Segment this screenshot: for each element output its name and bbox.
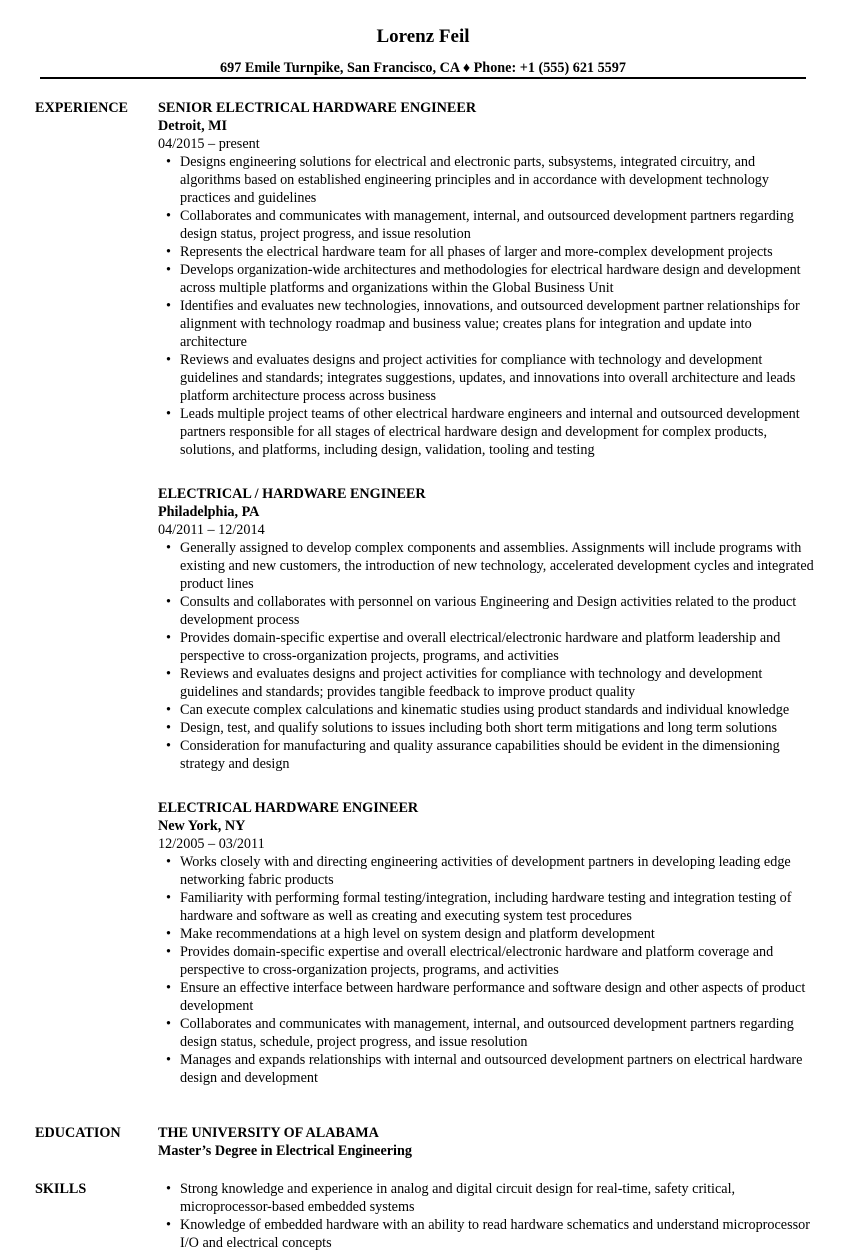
bullet-item: • Manages and expands relationships with internal and outsourced development partners on electrical hardware design and development (180, 1051, 818, 1087)
bullet-item: • Generally assigned to develop complex components and assemblies. Assignments will include programs with existing and new customers, the introduction of new technology, accelerated development cycles and integrated product lines (180, 539, 818, 593)
job-bullets (158, 153, 818, 459)
bullet-item: • Provides domain-specific expertise and overall electrical/electronic hardware and platform leadership and perspective to cross-organization projects, programs, and activities (180, 629, 818, 665)
bullet-item: • Ensure an effective interface between hardware performance and software design and other aspects of product development (180, 979, 818, 1015)
job-location: Detroit, MI (158, 118, 228, 134)
education-heading: EDUCATION (35, 1125, 121, 1141)
education-body (158, 1124, 818, 1160)
bullet-item: • Represents the electrical hardware team for all phases of larger and more-complex development projects (180, 243, 818, 261)
candidate-name: Lorenz Feil (376, 26, 470, 47)
bullet-item: • Reviews and evaluates designs and project activities for compliance with technology and development guidelines and standards; provides tangible feedback to improve product quality (180, 665, 818, 701)
job-dates: 12/2005 – 03/2011 (158, 836, 265, 852)
job-bullets (158, 853, 818, 1087)
bullet-item: • Consults and collaborates with personnel on various Engineering and Design activities related to the product development process (180, 593, 818, 629)
bullet-item: • Develops organization-wide architectures and methodologies for electrical hardware design and development across multiple platforms and organizations within the Global Business Unit (180, 261, 818, 297)
bullet-item: • Consideration for manufacturing and quality assurance capabilities should be evident in the dimensioning strategy and design (180, 737, 818, 773)
experience-heading: EXPERIENCE (35, 100, 129, 116)
contact-line: 697 Emile Turnpike, San Francisco, CA ♦ Phone: +1 (555) 621 5597 (220, 60, 626, 76)
job-dates: 04/2011 – 12/2014 (158, 522, 265, 538)
bullet-item: • Provides domain-specific expertise and overall electrical/electronic hardware and platform coverage and perspective to cross-organization projects, programs, and activities (180, 943, 818, 979)
bullet-item: • Designs engineering solutions for electrical and electronic parts, subsystems, integrated circuitry, and algorithms based on established engineering principles and in accordance with development technology practices and guidelines (180, 153, 818, 207)
bullet-item: • Strong knowledge and experience in analog and digital circuit design for real-time, safety critical, microprocessor-based embedded systems (180, 1180, 818, 1216)
bullet-item: • Knowledge of embedded hardware with an ability to read hardware schematics and understand microprocessor I/O and electrical concepts (180, 1216, 818, 1252)
job-dates: 04/2015 – present (158, 136, 260, 152)
bullet-item: • Collaborates and communicates with management, internal, and outsourced development partners regarding design status, project progress, and issue resolution (180, 207, 818, 243)
job-location: Philadelphia, PA (158, 504, 260, 520)
bullet-item: • Make recommendations at a high level on system design and platform development (180, 925, 818, 943)
bullet-item: • Identifies and evaluates new technologies, innovations, and outsourced development partner relationships for alignment with technology roadmap and business value; creates plans for integration and update into architecture (180, 297, 818, 351)
job-title: ELECTRICAL HARDWARE ENGINEER (158, 800, 419, 816)
skills-bullets (158, 1180, 818, 1252)
job-entry (158, 485, 818, 773)
bullet-item: • Leads multiple project teams of other electrical hardware engineers and internal and outsourced development partners responsible for all stages of electrical hardware design and development for complex products, solutions, and platforms, including design, validation, tooling and testing (180, 405, 818, 459)
bullet-item: • Collaborates and communicates with management, internal, and outsourced development partners regarding design status, schedule, project progress, and issue resolution (180, 1015, 818, 1051)
bullet-item: • Can execute complex calculations and kinematic studies using product standards and individual knowledge (180, 701, 818, 719)
job-bullets (158, 539, 818, 773)
experience-body (158, 99, 818, 1113)
bullet-item: • Familiarity with performing formal testing/integration, including hardware testing and integration testing of hardware and software as well as creating and executing system test procedures (180, 889, 818, 925)
bullet-item: • Reviews and evaluates designs and project activities for compliance with technology and development guidelines and standards; integrates suggestions, updates, and innovations into overall architecture and leads platform architecture process across business (180, 351, 818, 405)
bullet-item: • Works closely with and directing engineering activities of development partners in developing leading edge networking fabric products (180, 853, 818, 889)
job-entry (158, 799, 818, 1087)
skills-body (158, 1180, 818, 1252)
job-title: ELECTRICAL / HARDWARE ENGINEER (158, 486, 426, 502)
header-divider (40, 77, 806, 79)
job-entry (158, 99, 818, 459)
job-title: SENIOR ELECTRICAL HARDWARE ENGINEER (158, 100, 477, 116)
bullet-item: • Design, test, and qualify solutions to issues including both short term mitigations and long term solutions (180, 719, 818, 737)
skills-heading: SKILLS (35, 1181, 87, 1197)
degree-name: Master’s Degree in Electrical Engineering (158, 1143, 412, 1159)
school-name: THE UNIVERSITY OF ALABAMA (158, 1125, 379, 1141)
job-location: New York, NY (158, 818, 246, 834)
